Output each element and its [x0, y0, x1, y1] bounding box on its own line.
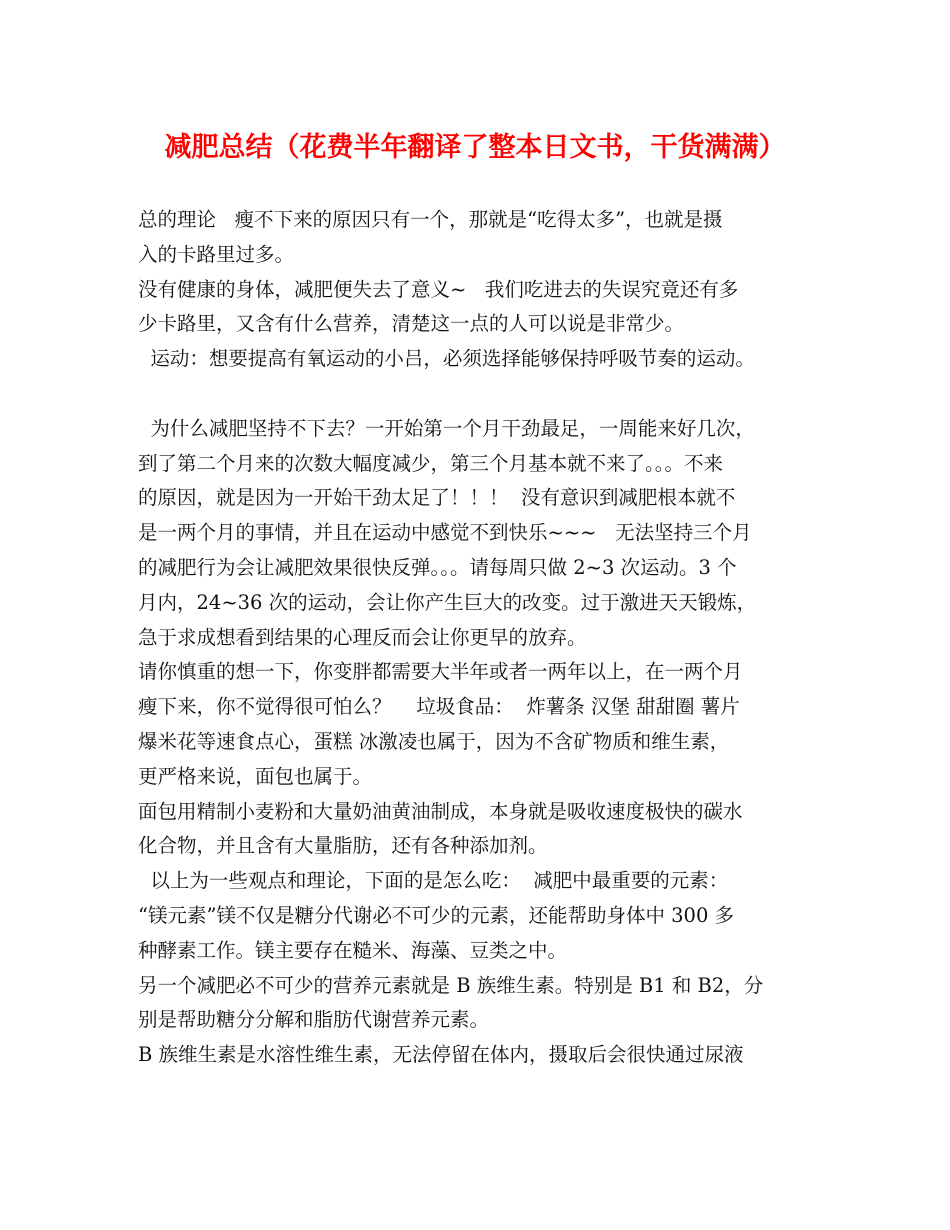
body-line: 爆米花等速食点心，蛋糕 冰激凌也属于，因为不含矿物质和维生素，	[138, 729, 730, 753]
body-line: 少卡路里，又含有什么营养，清楚这一点的人可以说是非常少。	[138, 312, 685, 336]
body-line: 没有健康的身体，减肥便失去了意义~ 我们吃进去的失误究竟还有多	[138, 277, 739, 301]
body-line: 化合物，并且含有大量脂肪，还有各种添加剂。	[138, 834, 548, 858]
body-line: 以上为一些观点和理论，下面的是怎么吃： 减肥中最重要的元素：	[138, 869, 729, 893]
body-line: 总的理论 瘦不下来的原因只有一个，那就是“吃得太多”，也就是摄	[138, 208, 723, 231]
body-line: 请你慎重的想一下，你变胖都需要大半年或者一两年以上，在一两个月	[138, 660, 743, 684]
body-line: 到了第二个月来的次数大幅度减少，第三个月基本就不来了。。。不来	[138, 451, 724, 475]
body-line: 运动：想要提高有氧运动的小吕，必须选择能够保持呼吸节奏的运动。	[138, 347, 755, 371]
body-line: “镁元素”镁不仅是糖分代谢必不可少的元素，还能帮助身体中 300 多	[138, 903, 735, 927]
body-line: 别是帮助糖分分解和脂肪代谢营养元素。	[138, 1008, 490, 1032]
body-line: 的减肥行为会让减肥效果很快反弹。。。请每周只做 2~3 次运动。3 个	[138, 555, 737, 579]
body-line: 的原因，就是因为一开始干劲太足了！！！ 没有意识到减肥根本就不	[138, 486, 736, 510]
body-line: 面包用精制小麦粉和大量奶油黄油制成，本身就是吸收速度极快的碳水	[138, 799, 743, 823]
body-line: 更严格来说，面包也属于。	[138, 764, 373, 788]
body-line: 是一两个月的事情，并且在运动中感觉不到快乐~~~ 无法坚持三个月	[138, 521, 752, 545]
body-line: 月内，24~36 次的运动，会让你产生巨大的改变。过于激进天天锻炼，	[138, 590, 757, 614]
body-line: 另一个减肥必不可少的营养元素就是 B 族维生素。特别是 B1 和 B2，分	[138, 973, 764, 997]
blank-line	[138, 377, 828, 412]
document-body	[138, 203, 828, 1073]
body-line: 急于求成想看到结果的心理反而会让你更早的放弃。	[138, 625, 587, 649]
body-line: 入的卡路里过多。	[138, 242, 295, 266]
body-line: 为什么减肥坚持不下去？一开始第一个月干劲最足，一周能来好几次，	[138, 416, 755, 440]
body-line: 瘦下来，你不觉得很可怕么？ 垃圾食品： 炸薯条 汉堡 甜甜圈 薯片	[138, 695, 740, 719]
body-line: 种酵素工作。镁主要存在糙米、海藻、豆类之中。	[138, 938, 568, 962]
document-title: 减肥总结（花费半年翻译了整本日文书，干货满满）	[164, 132, 786, 163]
body-line: B 族维生素是水溶性维生素，无法停留在体内，摄取后会很快通过尿液	[138, 1043, 744, 1067]
